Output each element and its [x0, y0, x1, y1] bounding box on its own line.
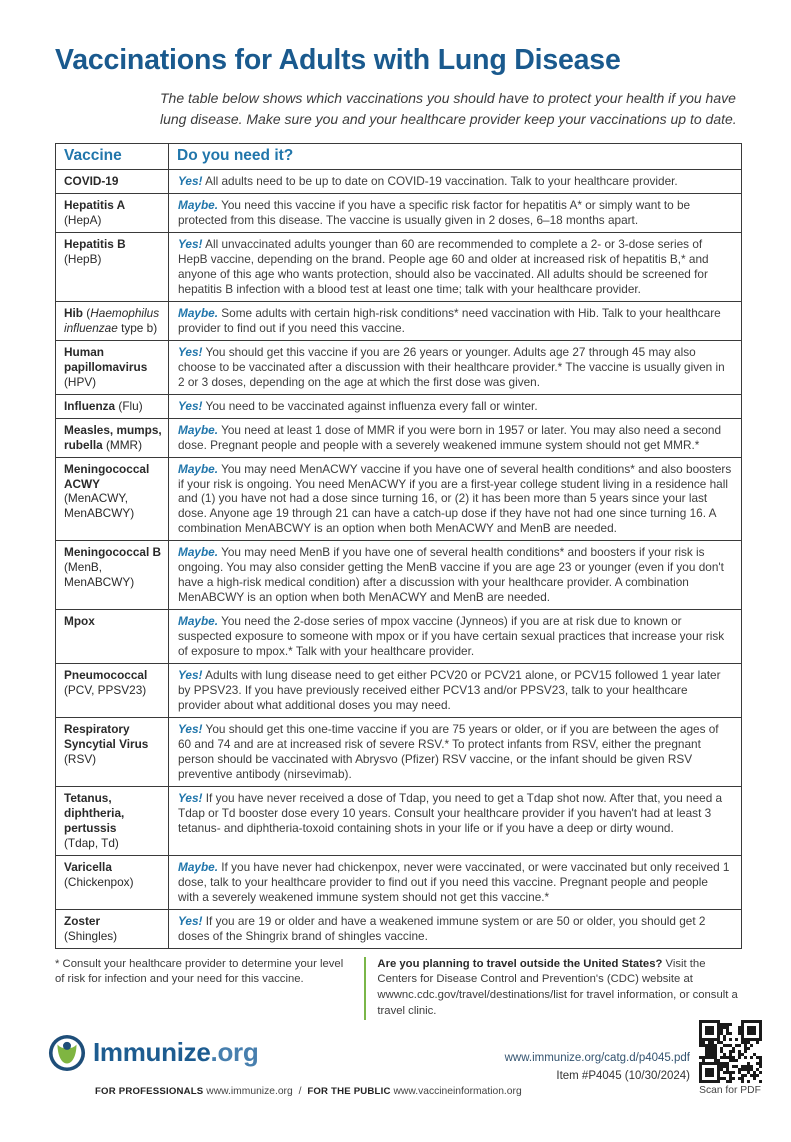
recommendation-cell: Yes! You should get this one-time vaccine if you are 75 years or older, or if you are between the ages of 60 and 74 and are at increased risk of severe RSV.* To protect infants from RSV, either the pregnant person should be vaccinated with Abrysvo (Pfizer) RSV vaccine, or the infant should be given RSV preventive antibody (nirsevimab). [169, 718, 742, 787]
immunize-logo [48, 1034, 258, 1072]
immunize-logo-icon [48, 1034, 86, 1072]
footer [55, 1032, 761, 1142]
answer-word: Maybe. [178, 545, 218, 560]
answer-word: Maybe. [178, 422, 218, 437]
item-number: Item #P4045 (10/30/2024) [556, 1069, 690, 1082]
footnote-section [55, 957, 742, 1020]
vaccine-name-cell: Influenza (Flu) [56, 394, 169, 418]
recommendation-cell: Maybe. Some adults with certain high-risk conditions* need vaccination with Hib. Talk to your healthcare provider to find out if you need this vaccine. [169, 301, 742, 340]
immunize-logo-text: Immunize.org [93, 1037, 259, 1068]
vaccine-name-cell: Hepatitis B (HepB) [56, 232, 169, 301]
recommendation-cell: Yes! You should get this vaccine if you are 26 years or younger. Adults age 27 through 45 may also choose to be vaccinated after a discussion with their healthcare provider.* The vaccine is usually given in 2 or 3 doses, depending on the age at which the first dose was given. [169, 340, 742, 394]
answer-word: Yes! [178, 668, 203, 683]
qr-caption: Scan for PDF [699, 1084, 761, 1096]
vaccine-name-cell: Measles, mumps, rubella (MMR) [56, 418, 169, 457]
column-header-vaccine: Vaccine [56, 144, 169, 170]
answer-word: Yes! [178, 790, 203, 805]
answer-word: Yes! [178, 913, 203, 928]
table-row [56, 301, 742, 340]
recommendation-cell: Yes! Adults with lung disease need to get either PCV20 or PCV21 alone, or PCV15 followed 1 year later by PPSV23. If you have previously received either PCV13 and/or PPSV23, talk to your healthcare provider about what additional doses you may need. [169, 664, 742, 718]
answer-word: Maybe. [178, 461, 218, 476]
pdf-info [505, 1052, 690, 1082]
travel-note [364, 957, 742, 1020]
answer-word: Maybe. [178, 859, 218, 874]
table-row [56, 170, 742, 194]
recommendation-cell: Maybe. You may need MenB if you have one of several health conditions* and boosters if your risk is ongoing. You may also consider getting the MenB vaccine if you are age 23 or younger (even if you don't have a high-risk medical condition) after a discussion with your healthcare provider. A combination MenABCWY is an option when both MenACWY and MenB are needed. [169, 541, 742, 610]
page-subtitle: The table below shows which vaccinations you should have to protect your health if you have lung disease. Make sure you and your healthcare provider keep your vaccinations up to date. [160, 90, 737, 127]
table-row [56, 909, 742, 948]
qr-block [697, 1020, 763, 1096]
table-row [56, 610, 742, 664]
vaccine-name-cell: Mpox [56, 610, 169, 664]
public-url-link[interactable]: www.vaccineinformation.org [393, 1085, 522, 1097]
table-row [56, 541, 742, 610]
table-row [56, 457, 742, 541]
table-row [56, 394, 742, 418]
vaccine-name-cell: COVID-19 [56, 170, 169, 194]
professionals-url-link[interactable]: www.immunize.org [206, 1085, 293, 1097]
qr-code-icon [699, 1020, 762, 1083]
answer-word: Maybe. [178, 305, 218, 320]
vaccine-name-cell: Hepatitis A (HepA) [56, 193, 169, 232]
for-public-label: FOR THE PUBLIC [307, 1085, 391, 1097]
vaccine-name-cell: Human papillomavirus (HPV) [56, 340, 169, 394]
vaccine-name-cell: Pneumococcal (PCV, PPSV23) [56, 664, 169, 718]
links-separator: / [298, 1085, 302, 1097]
table-row [56, 340, 742, 394]
answer-word: Yes! [178, 344, 203, 359]
answer-word: Yes! [178, 722, 203, 737]
answer-word: Maybe. [178, 197, 218, 212]
vaccine-table [55, 143, 742, 949]
table-row [56, 418, 742, 457]
table-row [56, 786, 742, 855]
vaccine-name-cell: Varicella (Chickenpox) [56, 855, 169, 909]
table-header-row [56, 144, 742, 170]
recommendation-cell: Yes! You need to be vaccinated against influenza every fall or winter. [169, 394, 742, 418]
vaccine-name-cell: Hib (Haemophilus influenzae type b) [56, 301, 169, 340]
table-row [56, 193, 742, 232]
travel-note-text: Visit the Centers for Disease Control and Prevention's (CDC) website at wwwnc.cdc.gov/travel/destinations/list for travel information, or consult a travel clinic. [377, 957, 738, 1018]
recommendation-cell: Maybe. If you have never had chickenpox, never were vaccinated, or were vaccinated but only received 1 dose, talk to your healthcare provider to find out if you need this vaccine. Pregnant people and people with a severely weakened immune system should not get this vaccine.* [169, 855, 742, 909]
vaccine-name-cell: Meningococcal B (MenB, MenABCWY) [56, 541, 169, 610]
recommendation-cell: Yes! All unvaccinated adults younger than 60 are recommended to complete a 2- or 3-dose series of HepB vaccine, depending on the brand. People age 60 and older at increased risk of hepatitis B,* and anyone of this age who wants protection, should also be vaccinated. All adults should be screened for hepatitis B infection with a blood test at least one time; talk with your healthcare provider. [169, 232, 742, 301]
table-row [56, 664, 742, 718]
pdf-url-link[interactable]: www.immunize.org/catg.d/p4045.pdf [504, 1051, 690, 1064]
vaccine-name-cell: Meningococcal ACWY (MenACWY, MenABCWY) [56, 457, 169, 541]
table-row [56, 232, 742, 301]
vaccine-name-cell: Respiratory Syncytial Virus (RSV) [56, 718, 169, 787]
for-professionals-label: FOR PROFESSIONALS [95, 1085, 204, 1097]
table-row [56, 855, 742, 909]
footer-links [95, 1086, 522, 1097]
asterisk-footnote: * Consult your healthcare provider to determine your level of risk for infection and your need for this vaccine. [55, 957, 344, 986]
answer-word: Yes! [178, 398, 203, 413]
vaccine-name-cell: Zoster (Shingles) [56, 909, 169, 948]
page-title: Vaccinations for Adults with Lung Disease [55, 44, 621, 76]
travel-note-question: Are you planning to travel outside the United States? [377, 957, 663, 970]
recommendation-cell: Yes! All adults need to be up to date on COVID-19 vaccination. Talk to your healthcare provider. [169, 170, 742, 194]
vaccine-table-body [56, 170, 742, 949]
answer-word: Yes! [178, 236, 203, 251]
vaccine-name-cell: Tetanus, diphtheria, pertussis (Tdap, Td) [56, 786, 169, 855]
recommendation-cell: Maybe. You may need MenACWY vaccine if you have one of several health conditions* and also boosters if your risk is ongoing. You need MenACWY if you are a first-year college student living in a residence hall and (1) you have not had a dose since turning 16, or (2) it has been more than 5 years since your last dose. Anyone age 19 through 21 can have a catch-up dose if they have not had one since turning 16. A combination MenABCWY is an option when both MenACWY and MenB are needed. [169, 457, 742, 541]
column-header-need: Do you need it? [169, 144, 742, 170]
recommendation-cell: Yes! If you have never received a dose of Tdap, you need to get a Tdap shot now. After that, you need a Tdap or Td booster dose every 10 years. Consult your healthcare provider if you haven't had at least 3 tetanus- and diphtheria-toxoid containing shots in your life or if you have a deep or dirty wound. [169, 786, 742, 855]
recommendation-cell: Yes! If you are 19 or older and have a weakened immune system or are 50 or older, you should get 2 doses of the Shingrix brand of shingles vaccine. [169, 909, 742, 948]
recommendation-cell: Maybe. You need at least 1 dose of MMR if you were born in 1957 or later. You may also need a second dose. Pregnant people and people with a severely weakened immune system should not get MMR.* [169, 418, 742, 457]
answer-word: Maybe. [178, 614, 218, 629]
table-row [56, 718, 742, 787]
recommendation-cell: Maybe. You need the 2-dose series of mpox vaccine (Jynneos) if you are at risk due to known or suspected exposure to someone with mpox or if you have certain sexual practices that increase your risk of exposure to mpox.* Talk with your healthcare provider. [169, 610, 742, 664]
answer-word: Yes! [178, 174, 203, 188]
recommendation-cell: Maybe. You need this vaccine if you have a specific risk factor for hepatitis A* or simply want to be protected from this disease. The vaccine is usually given in 2 doses, 6–18 months apart. [169, 193, 742, 232]
